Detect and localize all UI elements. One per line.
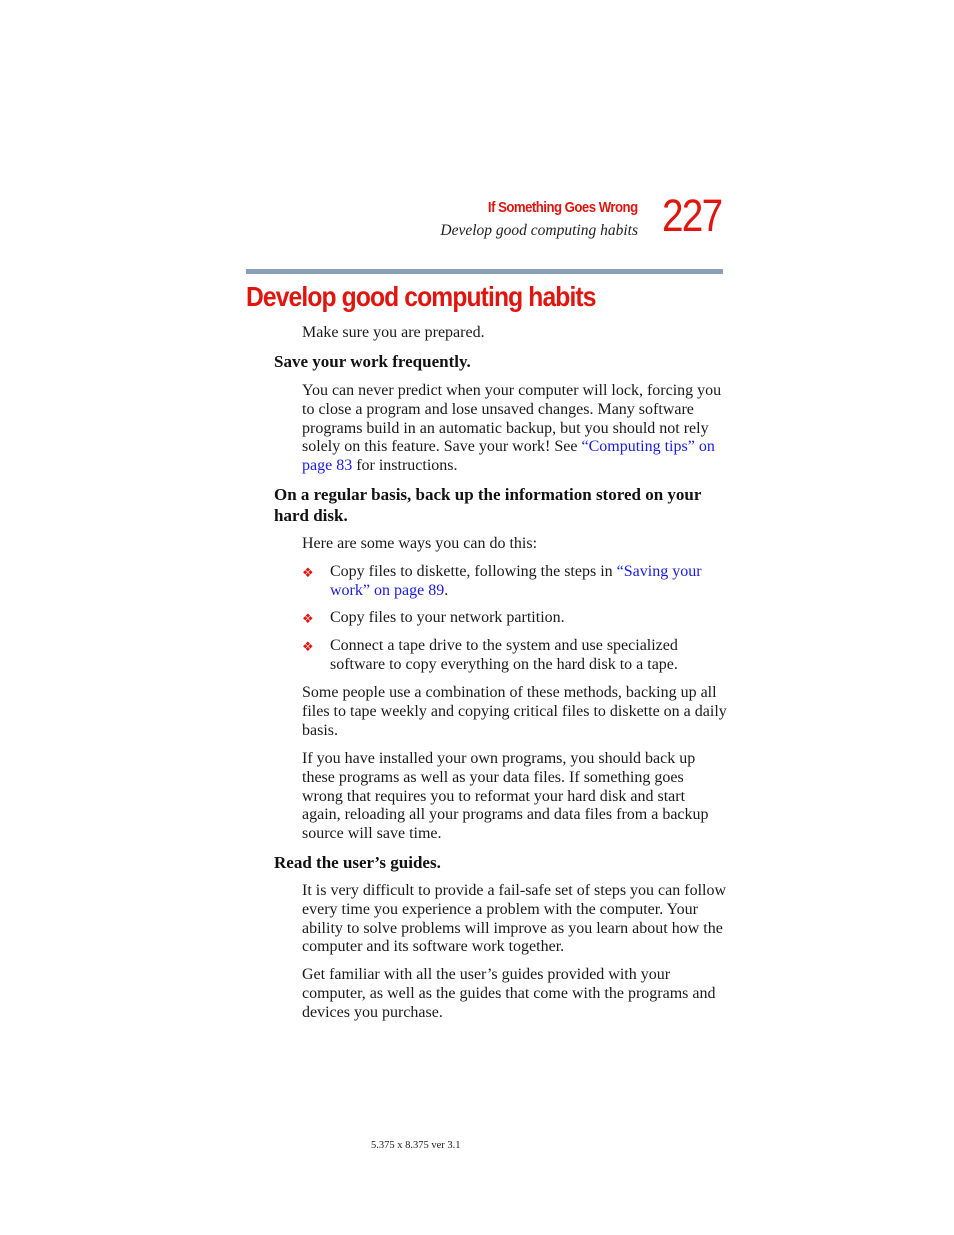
heading-rule bbox=[246, 269, 723, 274]
saving-your-work-link[interactable]: “Saving your work” on page 89 bbox=[330, 563, 702, 599]
guides-para-2: Get familiar with all the user’s guides provided with your computer, as well as the guides that come with the programs and devices you purchase. bbox=[302, 966, 716, 1021]
running-head-section: Develop good computing habits bbox=[440, 222, 638, 239]
backup-para-1: Some people use a combination of these methods, backing up all files to tape weekly and copying critical files to diskette on a daily basis. bbox=[302, 684, 727, 739]
intro-text: Make sure you are prepared. bbox=[302, 324, 485, 341]
bullet-item bbox=[330, 563, 722, 601]
save-body-text: You can never predict when your computer will lock, forcing you to close a program and lose unsaved changes. Many software programs build in an automatic backup, but you should not rely solely on this feature. Save your work! See bbox=[302, 382, 722, 456]
bullet-text-after: . bbox=[444, 581, 449, 599]
save-body bbox=[302, 382, 727, 476]
page-number: 227 bbox=[662, 190, 722, 241]
running-head bbox=[440, 198, 638, 241]
backup-heading: On a regular basis, back up the information stored on your hard disk. bbox=[274, 485, 702, 525]
computing-tips-link[interactable]: “Computing tips” on page 83 bbox=[302, 438, 715, 475]
bullet-text: Copy files to diskette, following the steps in bbox=[330, 563, 617, 580]
guides-para-1: It is very difficult to provide a fail-safe set of steps you can follow every time you experience a problem with the computer. Your ability to solve problems will improve as you learn about how the computer and its software work together. bbox=[302, 882, 727, 956]
save-body-after: for instructions. bbox=[352, 457, 458, 475]
guides-heading: Read the user’s guides. bbox=[274, 853, 441, 872]
page-title: Develop good computing habits bbox=[246, 281, 596, 312]
save-heading: Save your work frequently. bbox=[274, 352, 471, 371]
bullet-icon: ❖ bbox=[302, 611, 314, 626]
bullet-item: Copy files to your network partition. bbox=[330, 609, 565, 626]
backup-para-2: If you have installed your own programs, you should back up these programs as well as your data files. If something goes wrong that requires you to reformat your hard disk and start again, reloading all your programs and data files from a backup source will save time. bbox=[302, 750, 709, 843]
running-head-chapter: If Something Goes Wrong bbox=[488, 199, 638, 216]
bullet-icon: ❖ bbox=[302, 639, 314, 654]
bullet-item: Connect a tape drive to the system and use specialized software to copy everything on the hard disk to a tape. bbox=[330, 637, 678, 673]
bullet-icon: ❖ bbox=[302, 565, 314, 580]
backup-lead: Here are some ways you can do this: bbox=[302, 535, 538, 552]
page-footer: 5.375 x 8.375 ver 3.1 bbox=[371, 1140, 461, 1151]
